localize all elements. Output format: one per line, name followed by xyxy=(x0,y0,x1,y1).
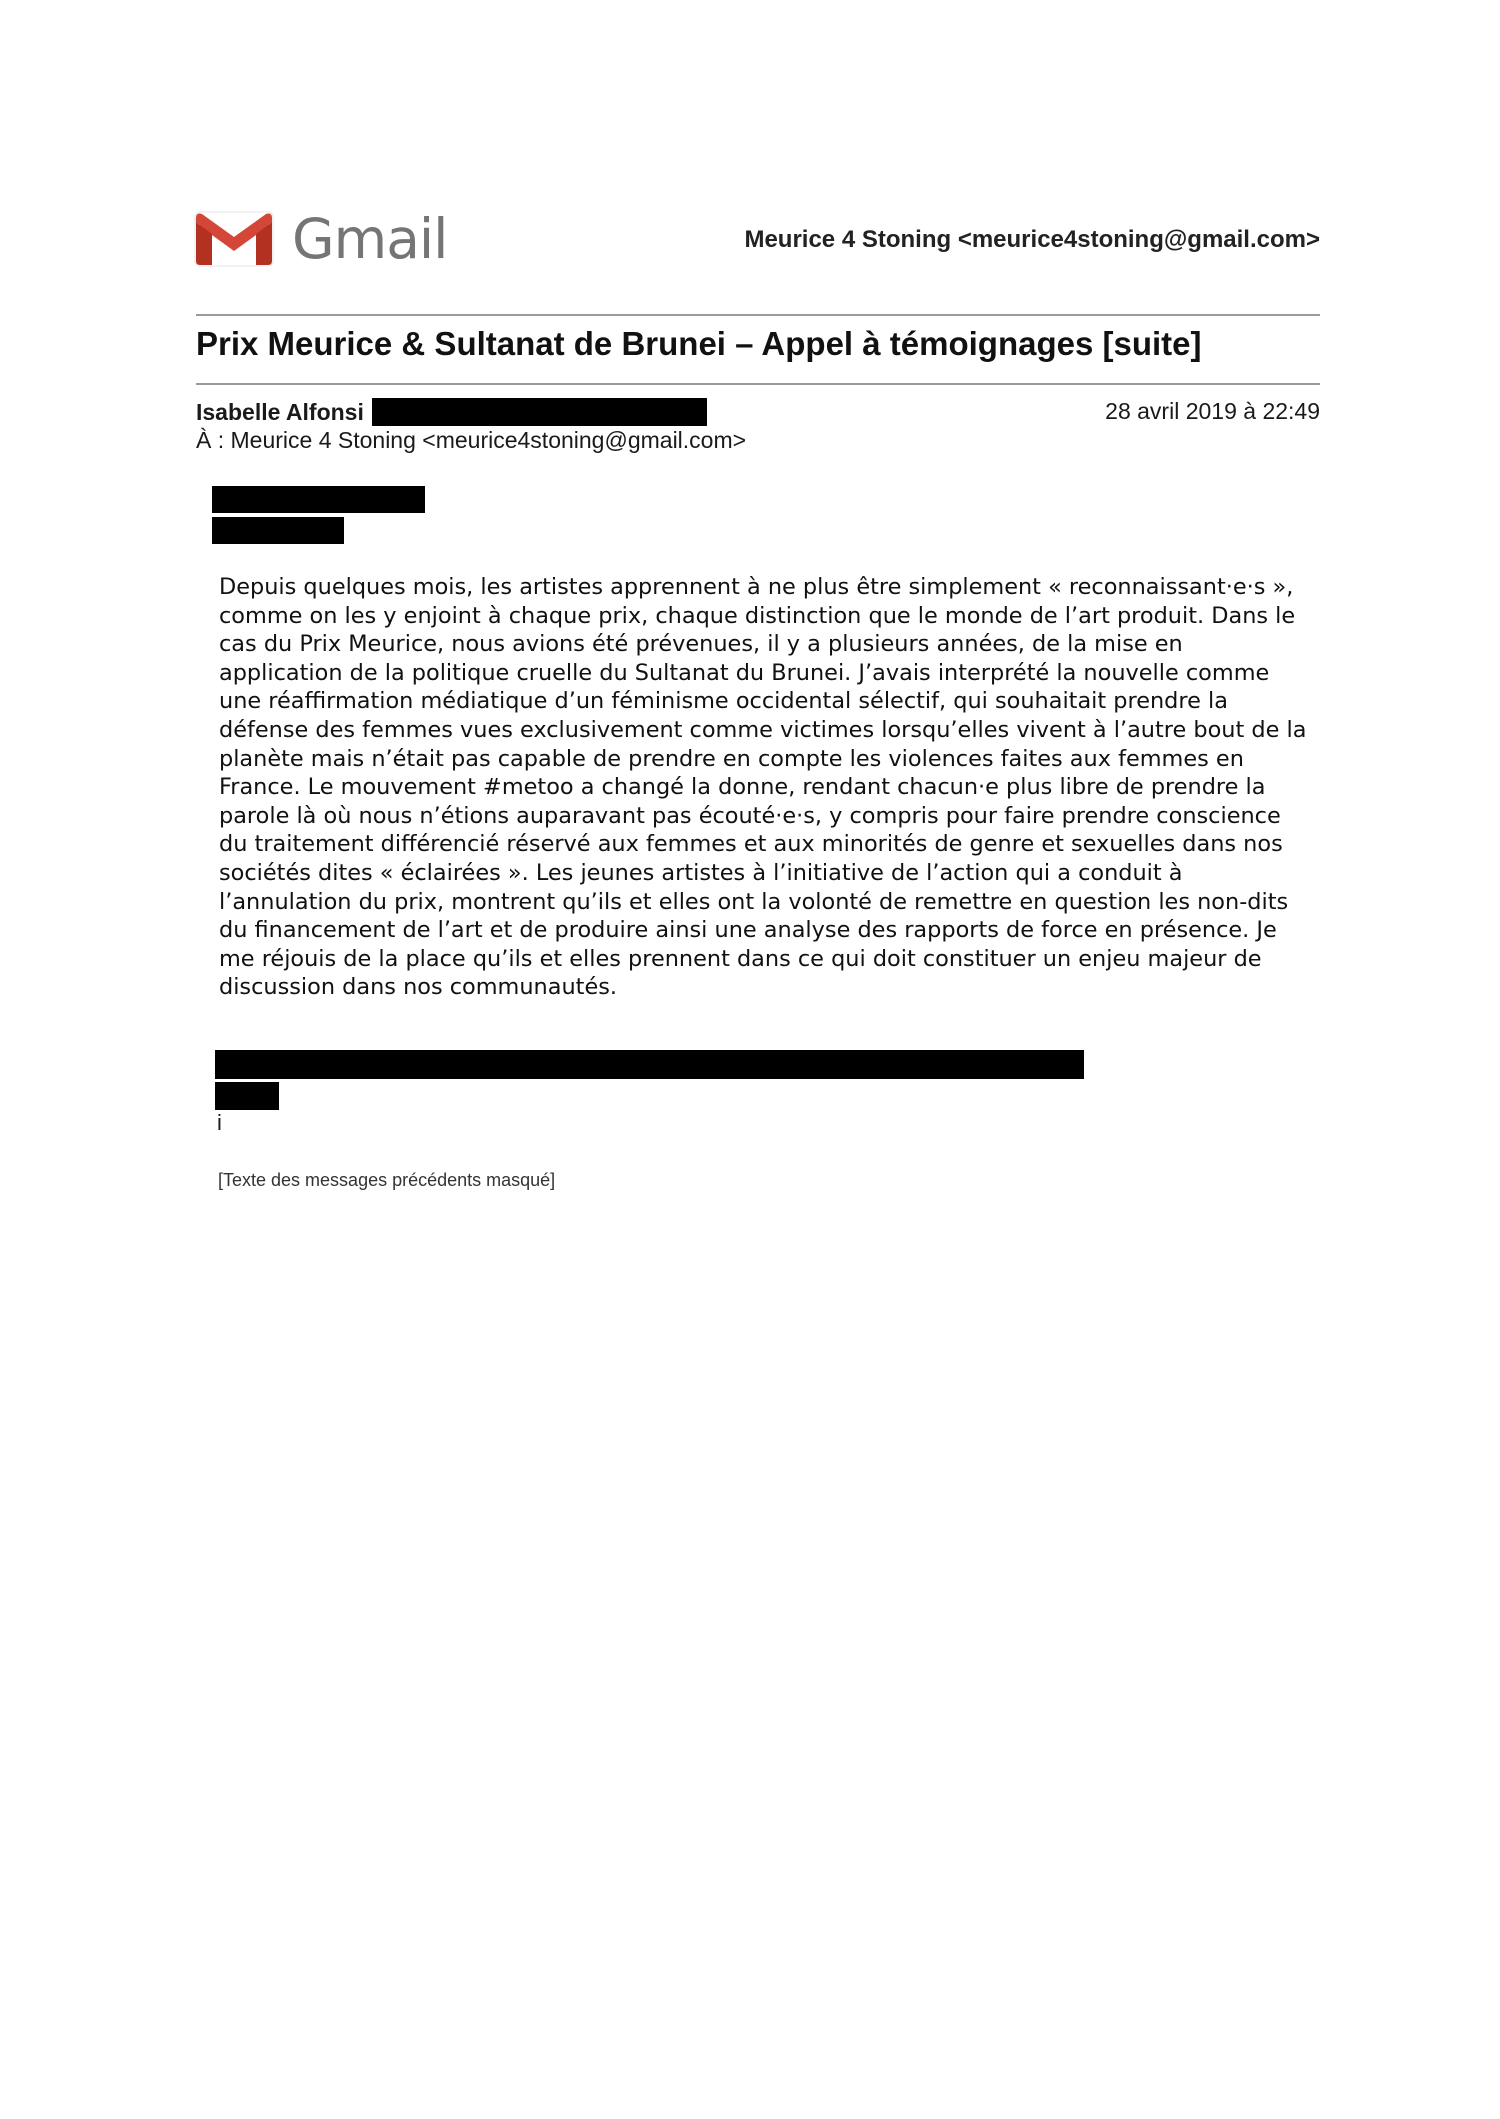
message-body xyxy=(219,573,1309,1002)
gmail-envelope-icon xyxy=(194,211,274,267)
body-line: me réjouis de la place qu’ils et elles prennent dans ce qui doit constituer un enjeu majeur de xyxy=(219,945,1262,972)
body-line: défense des femmes vues exclusivement comme victimes lorsqu’elles vivent à l’autre bout de la xyxy=(219,716,1307,743)
email-subject: Prix Meurice & Sultanat de Brunei – Appel à témoignages [suite] xyxy=(196,325,1202,362)
body-line: application de la politique cruelle du Sultanat du Brunei. J’avais interprété la nouvelle comme xyxy=(219,659,1270,686)
body-line: cas du Prix Meurice, nous avions été prévenues, il y a plusieurs années, de la mise en xyxy=(219,631,1183,658)
body-line: planète mais n’était pas capable de prendre en compte les violences faites aux femmes en xyxy=(219,745,1244,772)
header-divider xyxy=(196,314,1320,316)
recipient-line: À : Meurice 4 Stoning <meurice4stoning@gmail.com> xyxy=(196,427,747,453)
body-line: du financement de l’art et de produire ainsi une analyse des rapports de force en présence. Je xyxy=(219,917,1277,944)
body-line: discussion dans nos communautés. xyxy=(219,974,618,1001)
subject-divider xyxy=(196,383,1320,385)
sender-name: Isabelle Alfonsi xyxy=(196,398,364,425)
body-line: du traitement différencié réservé aux femmes et aux minorités de genre et sexuelles dans nos xyxy=(219,831,1283,858)
body-line: sociétés dites « éclairées ». Les jeunes artistes à l’initiative de l’action qui a conduit à xyxy=(219,859,1183,886)
account-address: Meurice 4 Stoning <meurice4stoning@gmail.com> xyxy=(744,226,1320,253)
body-line: l’annulation du prix, montrent qu’ils et elles ont la volonté de remettre en question les non-dits xyxy=(219,888,1289,915)
redacted-sender-email xyxy=(372,398,707,426)
gmail-logo xyxy=(194,208,447,270)
body-line: Depuis quelques mois, les artistes apprennent à ne plus être simplement « reconnaissant·e·s », xyxy=(219,574,1294,600)
redacted-greeting xyxy=(212,486,425,513)
body-line: parole là où nous n’étions auparavant pas écouté·e·s, y compris pour faire prendre conscience xyxy=(219,802,1281,829)
redacted-signature-line-2 xyxy=(215,1082,279,1110)
sender-row xyxy=(196,398,707,426)
hidden-previous-messages[interactable]: [Texte des messages précédents masqué] xyxy=(218,1170,556,1190)
message-date: 28 avril 2019 à 22:49 xyxy=(1105,398,1320,424)
redacted-greeting-line-2 xyxy=(212,517,344,544)
body-line: une réaffirmation médiatique d’un féminisme occidental sélectif, qui souhaitait prendre la xyxy=(219,688,1228,715)
redacted-signature xyxy=(215,1050,1084,1079)
gmail-logo-text: Gmail xyxy=(292,207,448,271)
stray-character: i xyxy=(217,1110,222,1135)
body-line: France. Le mouvement #metoo a changé la donne, rendant chacun·e plus libre de prendre la xyxy=(219,774,1266,801)
body-line: comme on les y enjoint à chaque prix, chaque distinction que le monde de l’art produit. Dans le xyxy=(219,602,1296,629)
